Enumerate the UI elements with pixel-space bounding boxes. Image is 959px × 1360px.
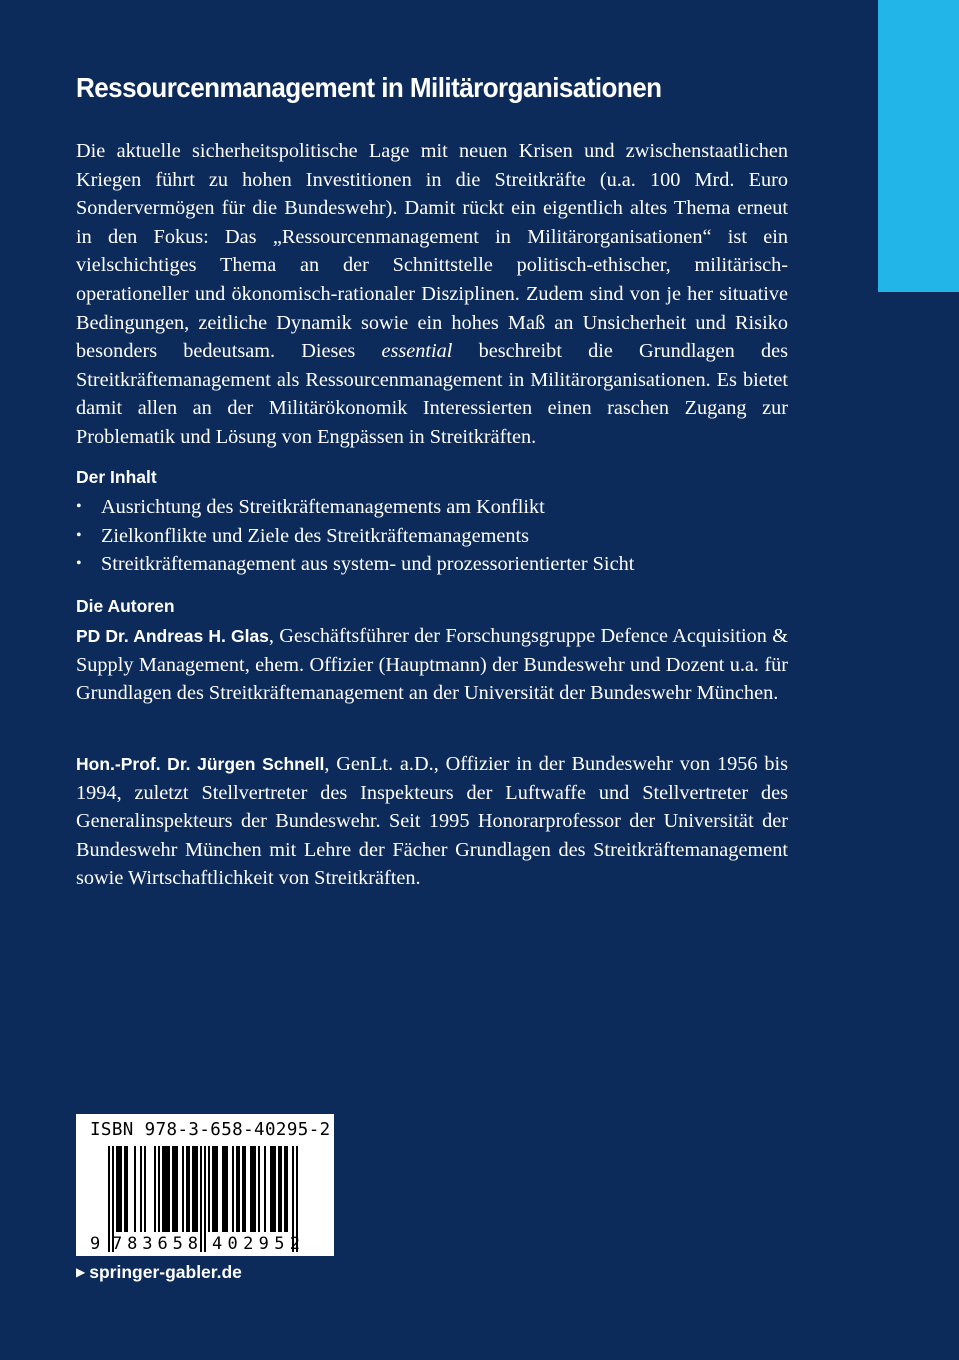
barcode-bar (126, 1146, 128, 1232)
barcode-bar (176, 1146, 178, 1232)
barcode-bar (270, 1146, 272, 1232)
isbn-barcode (76, 1114, 334, 1256)
author-name: PD Dr. Andreas H. Glas (76, 626, 269, 646)
barcode-bar (216, 1146, 218, 1232)
barcode-bar (192, 1146, 194, 1232)
barcode-bar (238, 1146, 240, 1232)
barcode-bar (124, 1146, 126, 1232)
contents-list (76, 493, 634, 579)
barcode-bar (200, 1146, 202, 1252)
contents-item: • Ausrichtung des Streitkräftemanagements am Konflikt (76, 493, 634, 522)
barcode-bar (164, 1146, 166, 1232)
authors-heading: Die Autoren (76, 596, 175, 616)
ean-left-digits: 783658 (112, 1234, 198, 1254)
barcode-bar (116, 1146, 118, 1232)
barcode-bar (222, 1146, 224, 1232)
barcode-bar (278, 1146, 280, 1232)
barcode-bar (168, 1146, 170, 1232)
barcode-bar (120, 1146, 122, 1232)
barcode-bar (280, 1146, 282, 1232)
accent-bar (878, 0, 959, 292)
barcode-bar (166, 1146, 168, 1232)
barcode-bar (204, 1146, 206, 1252)
barcode-bar (232, 1146, 234, 1232)
barcode-bar (272, 1146, 274, 1232)
barcode-bar (214, 1146, 216, 1232)
barcode-bar (182, 1146, 184, 1232)
barcode-bar (158, 1146, 160, 1232)
barcode-bar (242, 1146, 244, 1232)
barcode-bar (154, 1146, 156, 1232)
barcode-bar (236, 1146, 238, 1232)
isbn-label: ISBN 978-3-658-40295-2 (90, 1120, 331, 1140)
barcode-bar (162, 1146, 164, 1232)
description-part-2: beschreibt die Grundlagen des Streitkräftemanagement als Ressourcenmanagement in Militärorganisationen. Es bietet damit allen an der Militärökonomik Interessierten einen raschen Zugang zur Problematik und Lösung von Engpässen in Streitkräften. (76, 340, 788, 448)
book-description (76, 137, 788, 452)
author-bio-text: , Geschäftsführer der Forschungsgruppe Defence Acquisition & Supply Management, ehem. Offizier (Hauptmann) der Bundeswehr und Dozent u.a. für Grundlagen des Streitkräftemanagement an der Universität der Bundeswehr München. (76, 625, 788, 705)
barcode-bar (118, 1146, 120, 1232)
barcode-bar (286, 1146, 288, 1232)
ean-right-digits: 402952 (212, 1234, 300, 1254)
barcode-bar (254, 1146, 256, 1232)
author-bio (76, 622, 788, 708)
contents-item: • Streitkräftemanagement aus system- und prozessorientierter Sicht (76, 550, 634, 579)
barcode-bar (284, 1146, 286, 1232)
barcode-bar (258, 1146, 260, 1232)
barcode-bar (244, 1146, 246, 1232)
barcode-bar (144, 1146, 146, 1232)
barcode-bar (194, 1146, 196, 1232)
barcode-bar (212, 1146, 214, 1232)
ean-first-digit: 9 (90, 1234, 101, 1254)
barcode-bar (196, 1146, 198, 1232)
barcode-bar (186, 1146, 188, 1232)
barcode-bar (108, 1146, 110, 1252)
barcode-bar (226, 1146, 228, 1232)
description-emphasis: essential (381, 340, 453, 363)
contents-item: • Zielkonflikte und Ziele des Streitkräftemanagements (76, 522, 634, 551)
author-name: Hon.-Prof. Dr. Jürgen Schnell (76, 754, 325, 774)
book-title: Ressourcenmanagement in Militärorganisationen (76, 72, 662, 103)
barcode-bar (252, 1146, 254, 1232)
barcode-bar (140, 1146, 142, 1232)
barcode-bar (172, 1146, 174, 1232)
barcode-bar (264, 1146, 266, 1232)
author-bio-text: , GenLt. a.D., Offizier in der Bundeswehr von 1956 bis 1994, zuletzt Stellvertreter des Inspekteurs der Luftwaffe und Stellvertreter des Generalinspekteurs der Bundeswehr. Seit 1995 Honorarprofessor der Universität der Bundeswehr München mit Lehre der Fächer Grundlagen des Streitkräftemanagement sowie Wirtschaftlichkeit von Streitkräften. (76, 753, 788, 890)
barcode-graphic (76, 1114, 334, 1256)
arrow-right-icon: ▶ (76, 1265, 86, 1279)
barcode-bar (174, 1146, 176, 1232)
publisher-website[interactable] (76, 1262, 242, 1283)
barcode-bar (224, 1146, 226, 1232)
website-label: springer-gabler.de (89, 1262, 242, 1282)
barcode-bar (188, 1146, 190, 1232)
barcode-bar (274, 1146, 276, 1232)
barcode-bar (134, 1146, 136, 1232)
barcode-bar (250, 1146, 252, 1232)
barcode-bar (208, 1146, 210, 1232)
contents-heading: Der Inhalt (76, 467, 157, 487)
author-bio (76, 750, 788, 893)
description-part-1: Die aktuelle sicherheitspolitische Lage mit neuen Krisen und zwischenstaatlichen Kriegen führt zu hohen Investitionen in die Streitkräfte (u.a. 100 Mrd. Euro Sondervermögen für die Bundeswehr). Damit rückt ein eigentlich altes Thema erneut in den Fokus: Das „Ressourcenmanagement in Militärorganisationen“ ist ein vielschichtiges Thema an der Schnittstelle politisch-ethischer, militärisch-operationeller und ökonomisch-rationaler Disziplinen. Zudem sind von je her situative Bedingungen, zeitliche Dynamik sowie ein hohes Maß an Unsicherheit und Risiko besonders bedeutsam. Dieses (76, 140, 788, 363)
